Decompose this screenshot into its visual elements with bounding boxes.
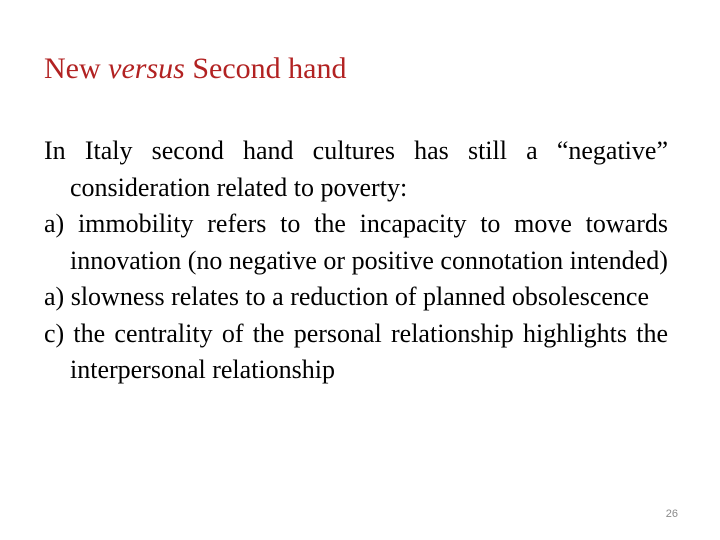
slide-title: [44, 50, 346, 88]
slide-body: [44, 133, 668, 389]
title-part-new: New: [44, 52, 109, 85]
paragraph-slowness: a) slowness relates to a reduction of planned obsolescence: [44, 282, 650, 311]
paragraph-immobility: a) immobility refers to the incapacity to move towards innovation (no negative or positive connotation intended): [44, 209, 668, 275]
title-part-second-hand: Second hand: [184, 52, 347, 85]
title-part-versus: versus: [108, 52, 185, 85]
paragraph-intro: In Italy second hand cultures has still a “negative” consideration related to poverty:: [44, 136, 668, 202]
paragraph-centrality: c) the centrality of the personal relationship highlights the interpersonal relationship: [44, 318, 668, 384]
page-number: 26: [665, 508, 678, 520]
